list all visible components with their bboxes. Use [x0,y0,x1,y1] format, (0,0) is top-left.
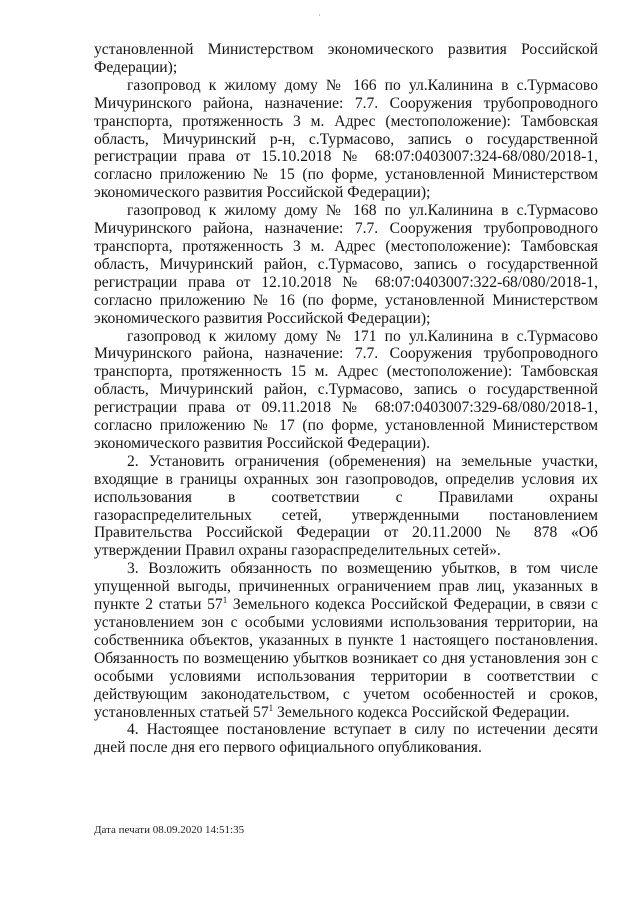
paragraph-item-4: 4. Настоящее постановление вступает в силу по истечении десяти дней после дня его первого официального опубликования. [94,721,598,757]
paragraph-item-2: 2. Установить ограничения (обременения) на земельные участки, входящие в границы охранных зон газопроводов, определив условия их использования в соответствии с Правилами охраны газораспределительных сетей, утвержденными постановлением Правительства Российской Федерации от 20.11.2000 № 878 «Об утверждении Правил охраны газораспределительных сетей». [94,452,598,560]
superscript-1: 1 [222,595,228,606]
page-mark: · [318,10,321,20]
paragraph-item-3-text-2: Земельного кодекса Российской Федерации, в связи с установлением зон с особыми условиями использования территории, на собственника объектов, указанных в пункте 1 настоящего постановления. Обязанность по возмещению убытков возникает со дня установления зон с особыми условиями использования территории в соответствии с действующим законодательством, с учетом особенностей и сроков, установленных статьей 57 [94,596,598,721]
paragraph-item-3-text-1: 3. Возложить обязанность по возмещению убытков, в том числе упущенной выгоды, причиненных ограничением прав лиц, указанных в пункте 2 статьи 57 [94,560,598,614]
print-date: Дата печати 08.09.2020 14:51:35 [94,824,245,836]
paragraph-item-3 [94,560,598,721]
paragraph-item-3-text-3: Земельного кодекса Российской Федерации. [273,703,570,721]
paragraph-gas-pipeline-166: газопровод к жилому дому № 166 по ул.Калинина в с.Турмасово Мичуринского района, назначение: 7.7. Сооружения трубопроводного транспорта, протяженность 3 м. Адрес (местоположение): Тамбовская область, Мичуринский р-н, с.Турмасово, запись о государственной регистрации права от 15.10.2018 № 68:07:0403007:324-68/080/2018-1, согласно приложению № 15 (по форме, установленной Министерством экономического развития Российской Федерации); [94,76,598,202]
paragraph-continuation: установленной Министерством экономического развития Российской Федерации); [94,41,598,76]
paragraph-gas-pipeline-168: газопровод к жилому дому № 168 по ул.Калинина в с.Турмасово Мичуринского района, назначение: 7.7. Сооружения трубопроводного транспорта, протяженность 3 м. Адрес (местоположение): Тамбовская область, Мичуринский район, с.Турмасово, запись о государственной регистрации права от 12.10.2018 № 68:07:0403007:322-68/080/2018-1, согласно приложению № 16 (по форме, установленной Министерством экономического развития Российской Федерации); [94,202,598,327]
superscript-2: 1 [268,702,274,713]
paragraph-gas-pipeline-171: газопровод к жилому дому № 171 по ул.Калинина в с.Турмасово Мичуринского района, назначение: 7.7. Сооружения трубопроводного транспорта, протяженность 15 м. Адрес (местоположение): Тамбовская область, Мичуринский район, с.Турмасово, запись о государственной регистрации права от 09.11.2018 № 68:07:0403007:329-68/080/2018-1, согласно приложению № 17 (по форме, установленной Министерством экономического развития Российской Федерации). [94,327,598,452]
document-body [94,41,598,757]
